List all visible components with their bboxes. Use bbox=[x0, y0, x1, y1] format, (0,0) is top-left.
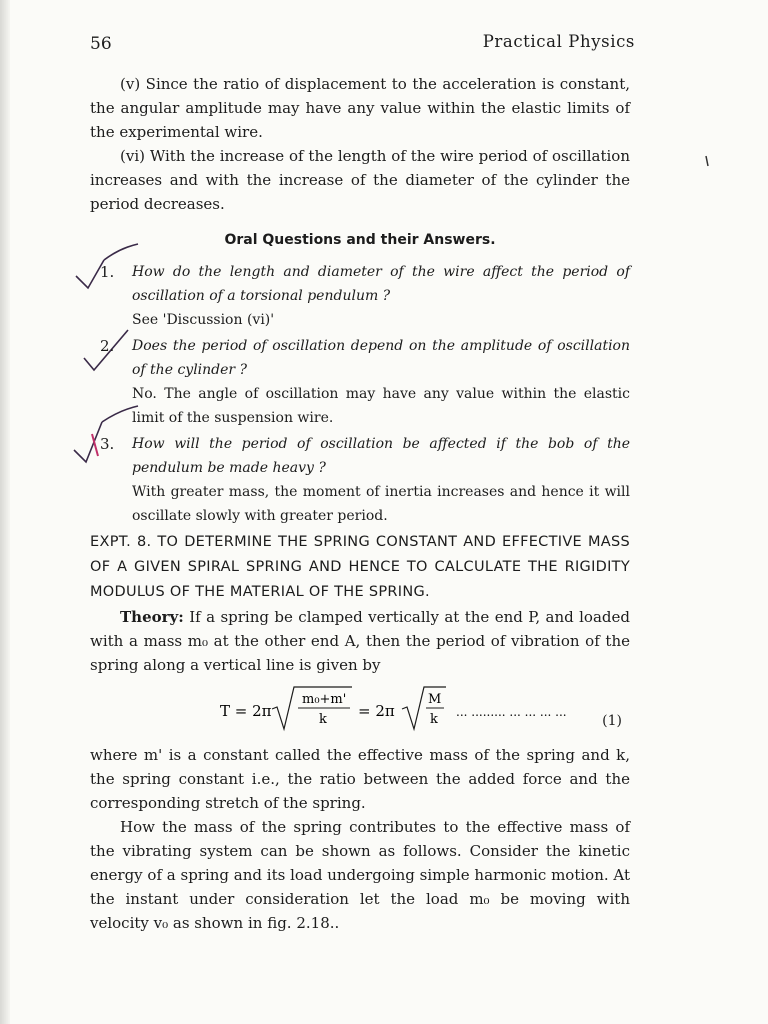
fraction-denominator: k bbox=[319, 712, 327, 727]
oral-question-2 bbox=[90, 334, 630, 430]
equation-1 bbox=[90, 683, 630, 739]
running-title: Practical Physics bbox=[482, 32, 635, 51]
question-number: 2. bbox=[100, 337, 115, 355]
kinetic-energy-paragraph: How the mass of the spring contributes to the effective mass of the vibrating system can be shown as follows. Consider the kinetic energy of a spring and its load undergoing simple harmonic motion. At the instant under consideration let the load m₀ be moving with velocity v₀ as shown in fig. 2.18.. bbox=[90, 818, 630, 932]
experiment-title: EXPT. 8. TO DETERMINE THE SPRING CONSTANT AND EFFECTIVE MASS OF A GIVEN SPIRAL SPRING AND HENCE TO CALCULATE THE RIGIDITY MODULUS OF THE MATERIAL OF THE SPRING. bbox=[90, 534, 630, 600]
period-formula bbox=[220, 683, 600, 739]
theory-label: Theory: bbox=[120, 608, 184, 626]
theory-paragraph bbox=[90, 605, 630, 677]
fraction-numerator: m₀+m' bbox=[302, 692, 347, 707]
fraction-denominator: k bbox=[430, 712, 438, 727]
formula-middle: = 2π bbox=[358, 702, 395, 720]
discussion-item-v: (v) Since the ratio of displacement to the acceleration is constant, the angular amplitude may have any value within the elastic limits of the experimental wire. bbox=[90, 75, 630, 141]
formula-lhs: T = 2π bbox=[220, 702, 272, 720]
answer-text: No. The angle of oscillation may have any value within the elastic limit of the suspension wire. bbox=[132, 386, 630, 426]
equation-number: (1) bbox=[602, 713, 622, 729]
page-number: 56 bbox=[90, 34, 112, 54]
question-text: Does the period of oscillation depend on the amplitude of oscillation of the cylinder ? bbox=[132, 338, 630, 378]
question-number: 3. bbox=[100, 435, 115, 453]
oral-question-3 bbox=[90, 432, 630, 528]
margin-pen-mark bbox=[706, 156, 708, 166]
question-text: How will the period of oscillation be affected if the bob of the pendulum be made heavy ? bbox=[132, 436, 630, 476]
page-body bbox=[90, 72, 630, 935]
question-text: How do the length and diameter of the wire affect the period of oscillation of a torsional pendulum ? bbox=[132, 264, 630, 304]
fraction-numerator: M bbox=[428, 692, 442, 707]
discussion-item-vi: (vi) With the increase of the length of the wire period of oscillation increases and with the increase of the diameter of the cylinder the period decreases. bbox=[90, 147, 630, 213]
answer-text: See 'Discussion (vi)' bbox=[132, 312, 275, 328]
effective-mass-paragraph: where m' is a constant called the effective mass of the spring and k, the spring constant i.e., the ratio between the added force and the corresponding stretch of the spring. bbox=[90, 746, 630, 812]
question-number: 1. bbox=[100, 263, 115, 281]
answer-text: With greater mass, the moment of inertia increases and hence it will oscillate slowly with greater period. bbox=[132, 484, 630, 524]
leader-dots: ... ......... ... ... ... ... bbox=[456, 705, 567, 719]
oral-questions-heading: Oral Questions and their Answers. bbox=[224, 232, 496, 248]
oral-question-1 bbox=[90, 260, 630, 332]
theory-text: If a spring be clamped vertically at the end P, and loaded with a mass m₀ at the other end A, then the period of vibration of the spring along a vertical line is given by bbox=[90, 608, 630, 674]
